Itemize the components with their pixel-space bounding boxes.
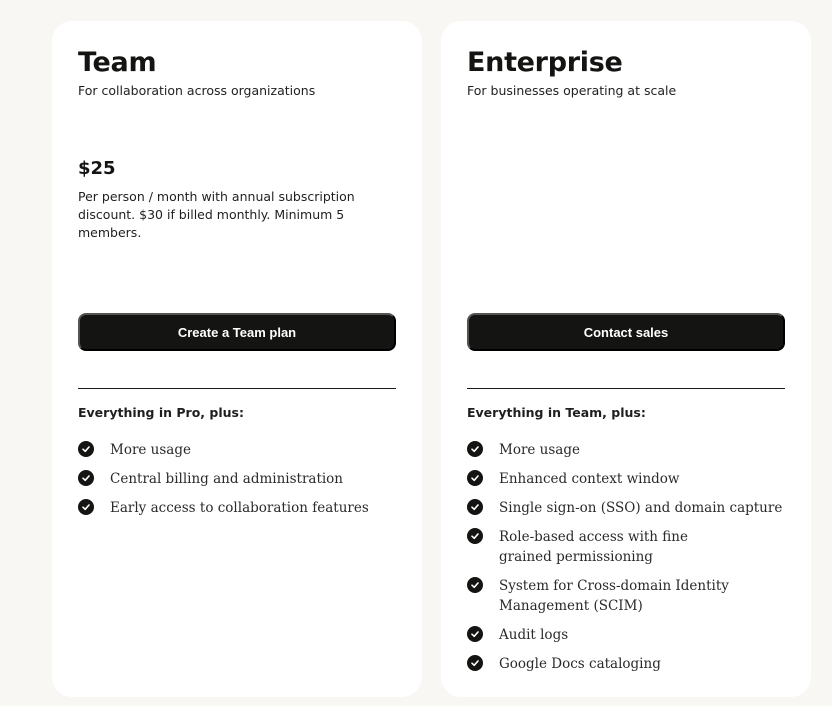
check-circle-icon xyxy=(467,441,483,457)
feature-text: Early access to collaboration features xyxy=(110,500,369,516)
feature-list xyxy=(467,440,785,683)
check-circle-icon xyxy=(467,626,483,642)
feature-item xyxy=(467,654,785,674)
feature-text: Central billing and administration xyxy=(110,471,344,487)
check-circle-icon xyxy=(78,441,94,457)
team-plan-card xyxy=(52,21,422,697)
feature-item xyxy=(78,469,396,489)
feature-item xyxy=(467,440,785,460)
check-circle-icon xyxy=(467,528,483,544)
plan-title: Enterprise xyxy=(467,47,623,78)
features-heading: Everything in Team, plus: xyxy=(467,405,646,420)
feature-item xyxy=(78,440,396,460)
plan-subtitle: For collaboration across organizations xyxy=(78,83,316,98)
feature-text: Role-based access with fine grained permissioning xyxy=(499,529,688,565)
check-circle-icon xyxy=(467,577,483,593)
plan-price-description: Per person / month with annual subscription discount. $30 if billed monthly. Minimum 5 members. xyxy=(78,189,355,240)
divider xyxy=(78,388,396,389)
features-heading: Everything in Pro, plus: xyxy=(78,405,244,420)
feature-text: Enhanced context window xyxy=(499,471,680,487)
feature-item xyxy=(467,625,785,645)
feature-item xyxy=(467,576,785,616)
feature-list xyxy=(78,440,396,527)
feature-item xyxy=(467,469,785,489)
check-circle-icon xyxy=(467,499,483,515)
feature-item xyxy=(467,527,785,567)
enterprise-plan-card xyxy=(441,21,811,697)
feature-item xyxy=(78,498,396,518)
feature-text: More usage xyxy=(110,442,191,458)
feature-text: System for Cross-domain Identity Management (SCIM) xyxy=(499,578,729,614)
plan-price: $25 xyxy=(78,158,116,179)
feature-text: Google Docs cataloging xyxy=(499,656,661,672)
feature-text: More usage xyxy=(499,442,580,458)
create-team-plan-button[interactable]: Create a Team plan xyxy=(78,313,396,351)
feature-item xyxy=(467,498,785,518)
plan-title: Team xyxy=(78,47,157,78)
check-circle-icon xyxy=(78,499,94,515)
divider xyxy=(467,388,785,389)
feature-text: Single sign-on (SSO) and domain capture xyxy=(499,500,783,516)
plan-subtitle: For businesses operating at scale xyxy=(467,83,677,98)
feature-text: Audit logs xyxy=(499,627,569,643)
check-circle-icon xyxy=(467,470,483,486)
check-circle-icon xyxy=(467,655,483,671)
contact-sales-button[interactable]: Contact sales xyxy=(467,313,785,351)
check-circle-icon xyxy=(78,470,94,486)
